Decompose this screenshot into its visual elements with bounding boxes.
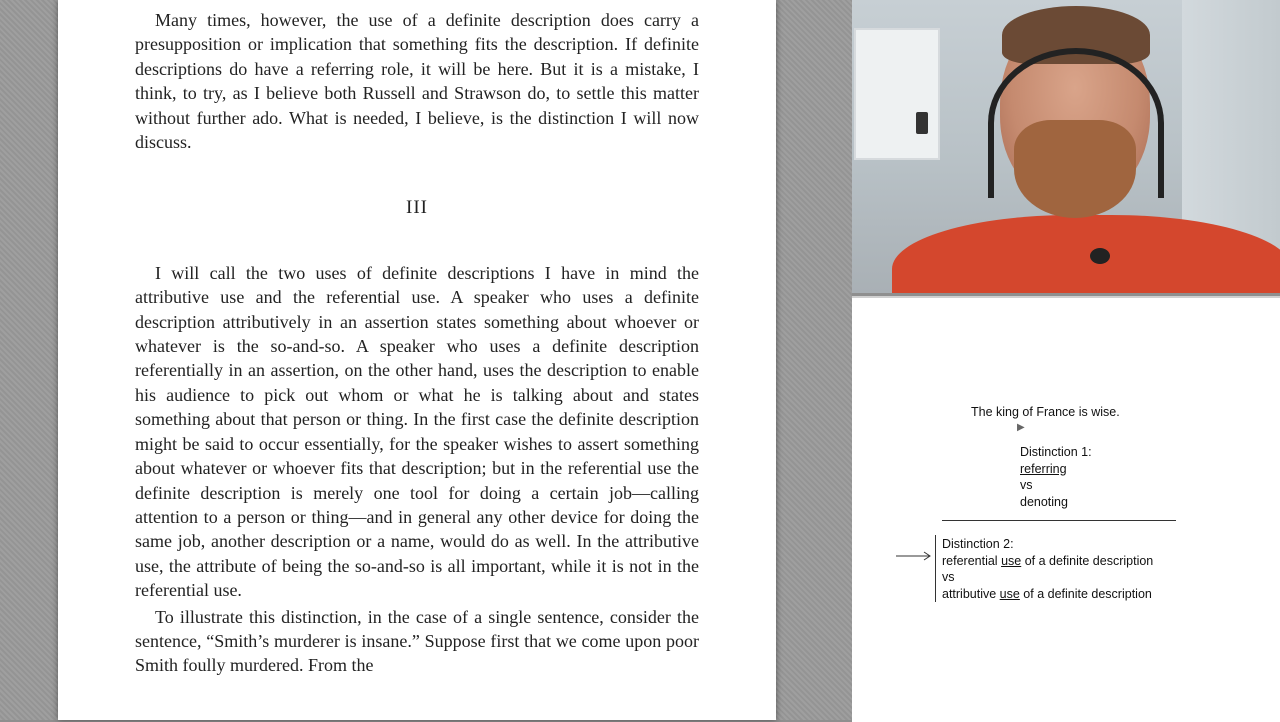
distinction-2-line-1	[942, 553, 1153, 570]
line-1-post: of a definite description	[1021, 553, 1154, 568]
section-heading: III	[406, 197, 428, 219]
distinction-2	[942, 536, 1153, 602]
line-2-post: of a definite description	[1019, 586, 1152, 601]
example-sentence: The king of France is wise.	[971, 405, 1120, 419]
divider	[942, 520, 1176, 521]
webcam-feed	[852, 0, 1280, 293]
line-1-use: use	[1001, 553, 1022, 568]
mouse-pointer-icon: ▶	[1017, 422, 1025, 433]
bracket-line	[935, 535, 936, 602]
headset-icon	[988, 48, 1164, 198]
whiteboard-eraser	[916, 112, 928, 134]
person-sweater	[892, 215, 1280, 293]
distinction-1-heading: Distinction 1:	[1020, 445, 1092, 459]
line-1-pre: referential	[942, 553, 1002, 568]
document-page[interactable]	[58, 0, 776, 720]
paragraph-main: I will call the two uses of definite descriptions I have in mind the attributive use and the referential use. A speaker who uses a definite description attributively in an assertion states something about whoever or whatever is the so-and-so. A speaker who uses a definite description referentially in an assertion, on the other hand, uses the description to enable his audience to pick out whom or what he is talking about and states something about that person or thing. In the first case the definite description might be said to occur essentially, for the speaker wishes to assert something about whatever or whoever fits that description; but in the referential use the definite description is merely one tool for doing a certain job—calling attention to a person or thing—and in general any other device for doing the same job, another description or a name, would do as well. In the attributive use, the attribute of being the so-and-so is all important, while it is not in the referential use.	[135, 262, 699, 601]
distinction-2-heading: Distinction 2:	[942, 537, 1014, 551]
microphone-icon	[1090, 248, 1110, 264]
distinction-2-vs: vs	[942, 570, 955, 585]
line-2-use: use	[999, 586, 1020, 601]
distinction-1-term-a: referring	[1020, 461, 1067, 476]
paragraph-bottom: To illustrate this distinction, in the case of a single sentence, consider the sentence, “Smith’s murderer is insane.” Suppose first that we come upon poor Smith foully murdered. From the	[135, 606, 699, 676]
distinction-2-line-2	[942, 586, 1153, 603]
distinction-1	[1020, 444, 1092, 510]
line-2-pre: attributive	[942, 586, 1000, 601]
right-arrow-icon	[896, 551, 932, 561]
distinction-1-term-b: denoting	[1020, 494, 1068, 509]
whiteboard	[854, 28, 940, 160]
document-text	[135, 8, 699, 678]
notes-panel[interactable]	[852, 296, 1280, 722]
paragraph-top: Many times, however, the use of a definite description does carry a presupposition or implication that something fits the description. If definite descriptions do have a referring role, it will be here. But it is a mistake, I think, to try, as I believe both Russell and Strawson do, to settle this matter without further ado. What is needed, I believe, is the distinction I will now discuss.	[135, 10, 699, 153]
distinction-1-vs: vs	[1020, 478, 1033, 493]
